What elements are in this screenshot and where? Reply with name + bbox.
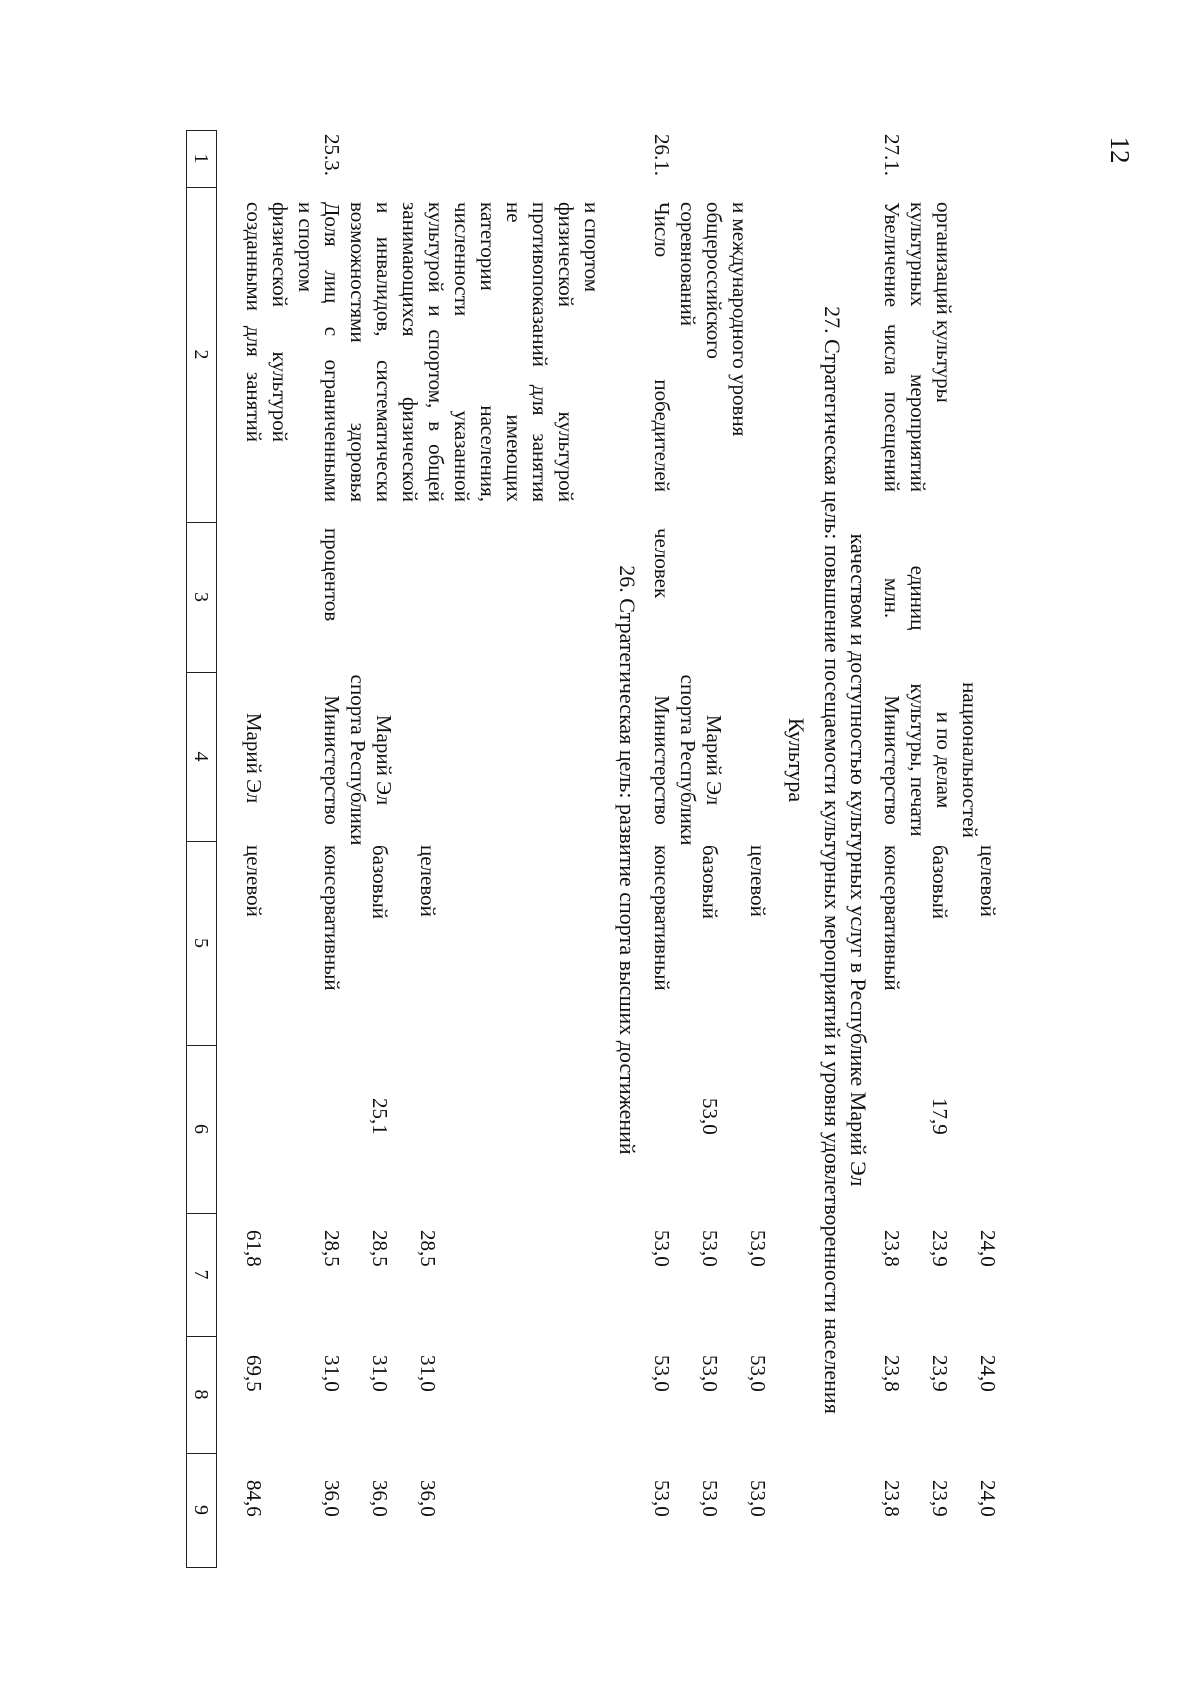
goal-27-heading-line: 27. Стратегическая цель: повышение посещаемости культурных мероприятий и уровня удовлетворенности населения bbox=[820, 306, 845, 1414]
row-27-1-agency-line: Министерство bbox=[880, 695, 904, 825]
row-25-3-scenario: консервативный bbox=[320, 845, 344, 991]
row-25-3-indicator-line: занимающихся физической bbox=[398, 202, 422, 502]
row-25-3-indicator-line: противопоказаний для занятия bbox=[528, 202, 552, 502]
continuation-indicator-line: созданными для занятий bbox=[242, 202, 266, 442]
column-number-2: 2 bbox=[190, 349, 212, 360]
row-27-1-indicator-line: организаций культуры bbox=[932, 202, 956, 403]
column-number-4: 4 bbox=[190, 751, 212, 762]
continuation-indicator-line: и спортом bbox=[294, 202, 318, 293]
row-27-1-agency-line: национальностей bbox=[958, 682, 982, 838]
row-27-1-scenario: базовый bbox=[928, 845, 952, 919]
column-number-9: 9 bbox=[190, 1505, 212, 1515]
row-27-1-base-value: 17,9 bbox=[928, 1098, 952, 1135]
row-26-1-value-7: 53,0 bbox=[698, 1230, 722, 1267]
row-27-1-agency-line: и по делам bbox=[932, 711, 956, 809]
row-27-1-value-9: 23,9 bbox=[928, 1480, 952, 1517]
row-25-3-unit: процентов bbox=[320, 528, 344, 622]
continuation-indicator-line: физической культурой bbox=[268, 202, 292, 442]
continuation-value-7: 61,8 bbox=[242, 1230, 266, 1267]
row-26-1-scenario: целевой bbox=[746, 845, 770, 917]
row-26-1-scenario: базовый bbox=[698, 845, 722, 919]
section-culture-heading: Культура bbox=[784, 717, 809, 803]
page-number: 12 bbox=[1105, 136, 1135, 164]
row-26-1-value-9: 53,0 bbox=[650, 1480, 674, 1517]
column-number-6: 6 bbox=[190, 1124, 212, 1134]
continuation-value-8: 69,5 bbox=[242, 1355, 266, 1392]
row-25-3-scenario: целевой bbox=[416, 845, 440, 917]
row-25-3-base-value: 25,1 bbox=[368, 1098, 392, 1135]
row-27-1-value-7: 24,0 bbox=[976, 1230, 1000, 1267]
header-bottom-rule bbox=[186, 130, 187, 1568]
row-25-3-indicator-line: не имеющих bbox=[502, 202, 526, 502]
row-27-1-value-8: 23,8 bbox=[880, 1355, 904, 1392]
header-separator bbox=[187, 1567, 217, 1568]
goal-26-heading: 26. Стратегическая цель: развитие спорта высших достижений bbox=[615, 565, 640, 1155]
row-26-1-value-8: 53,0 bbox=[746, 1355, 770, 1392]
row-27-1-indicator-line: культурных мероприятий bbox=[906, 202, 930, 492]
row-26-1-scenario: консервативный bbox=[650, 845, 674, 991]
row-26-1-indicator-line: и международного уровня bbox=[728, 202, 752, 437]
row-27-1-value-8: 24,0 bbox=[976, 1355, 1000, 1392]
row-26-1-indicator-line: Число победителей bbox=[650, 202, 674, 492]
row-27-1-value-8: 23,9 bbox=[928, 1355, 952, 1392]
column-number-8: 8 bbox=[190, 1389, 212, 1400]
row-26-1-agency-line: Министерство bbox=[650, 695, 674, 825]
row-26-1-value-8: 53,0 bbox=[650, 1355, 674, 1392]
row-25-3-agency-line: Марий Эл bbox=[372, 714, 396, 806]
row-26-1-agency-line: спорта Республики bbox=[676, 674, 700, 846]
row-25-3-indicator-line: Доля лиц с ограниченными bbox=[320, 202, 344, 502]
row-26-1-agency-line: Марий Эл bbox=[702, 714, 726, 806]
row-25-3-indicator-line: категории населения, bbox=[476, 202, 500, 502]
row-25-3-indicator-line: и инвалидов, систематически bbox=[372, 202, 396, 502]
row-26-1-value-7: 53,0 bbox=[746, 1230, 770, 1267]
column-number-3: 3 bbox=[190, 592, 212, 602]
row-27-1-indicator-line: Увеличение числа посещений bbox=[880, 202, 904, 492]
row-25-3-value-9: 36,0 bbox=[368, 1480, 392, 1517]
goal-27-heading-line: качеством и доступностью культурных услуг в Республике Марий Эл bbox=[846, 533, 871, 1187]
column-number-7: 7 bbox=[190, 1269, 212, 1280]
row-number-26-1: 26.1. bbox=[650, 134, 674, 176]
row-27-1-unit-line: единиц bbox=[906, 565, 930, 631]
row-25-3-value-8: 31,0 bbox=[368, 1355, 392, 1392]
row-25-3-value-7: 28,5 bbox=[416, 1230, 440, 1267]
row-25-3-indicator-line: численности указанной bbox=[450, 202, 474, 502]
row-27-1-value-7: 23,9 bbox=[928, 1230, 952, 1267]
row-26-1-value-8: 53,0 bbox=[698, 1355, 722, 1392]
row-25-3-value-9: 36,0 bbox=[320, 1480, 344, 1517]
row-26-1-unit: человек bbox=[650, 528, 674, 599]
row-25-3-value-8: 31,0 bbox=[320, 1355, 344, 1392]
row-25-3-value-8: 31,0 bbox=[416, 1355, 440, 1392]
row-27-1-agency-line: культуры, печати bbox=[906, 683, 930, 837]
header-top-rule bbox=[216, 130, 217, 1568]
row-27-1-scenario: целевой bbox=[976, 845, 1000, 917]
continuation-value-9: 84,6 bbox=[242, 1480, 266, 1517]
row-25-3-value-9: 36,0 bbox=[416, 1480, 440, 1517]
row-25-3-indicator-line: физической культурой bbox=[554, 202, 578, 502]
row-25-3-value-7: 28,5 bbox=[368, 1230, 392, 1267]
row-25-3-scenario: базовый bbox=[368, 845, 392, 919]
column-number-1: 1 bbox=[190, 153, 212, 164]
row-25-3-indicator-line: возможностями здоровья bbox=[346, 202, 370, 502]
continuation-agency: Марий Эл bbox=[242, 712, 266, 804]
row-26-1-value-9: 53,0 bbox=[698, 1480, 722, 1517]
row-25-3-value-7: 28,5 bbox=[320, 1230, 344, 1267]
row-25-3-agency-line: спорта Республики bbox=[346, 674, 370, 846]
row-26-1-base-value: 53,0 bbox=[698, 1098, 722, 1135]
row-26-1-indicator-line: соревнований bbox=[676, 202, 700, 326]
row-25-3-indicator-line: культурой и спортом, в общей bbox=[424, 202, 448, 502]
row-26-1-value-7: 53,0 bbox=[650, 1230, 674, 1267]
row-number-25-3: 25.3. bbox=[320, 134, 344, 176]
row-26-1-indicator-line: общероссийского bbox=[702, 202, 726, 359]
row-number-27-1: 27.1. bbox=[880, 134, 904, 176]
rotated-table bbox=[65, 130, 1045, 1590]
row-27-1-scenario: консервативный bbox=[880, 845, 904, 991]
row-25-3-indicator-line: и спортом bbox=[580, 202, 604, 293]
column-number-5: 5 bbox=[190, 938, 212, 948]
row-27-1-value-7: 23,8 bbox=[880, 1230, 904, 1267]
row-25-3-agency-line: Министерство bbox=[320, 695, 344, 825]
row-27-1-value-9: 23,8 bbox=[880, 1480, 904, 1517]
row-26-1-value-9: 53,0 bbox=[746, 1480, 770, 1517]
row-27-1-unit-line: млн. bbox=[880, 577, 904, 619]
row-27-1-value-9: 24,0 bbox=[976, 1480, 1000, 1517]
continuation-scenario: целевой bbox=[242, 845, 266, 917]
